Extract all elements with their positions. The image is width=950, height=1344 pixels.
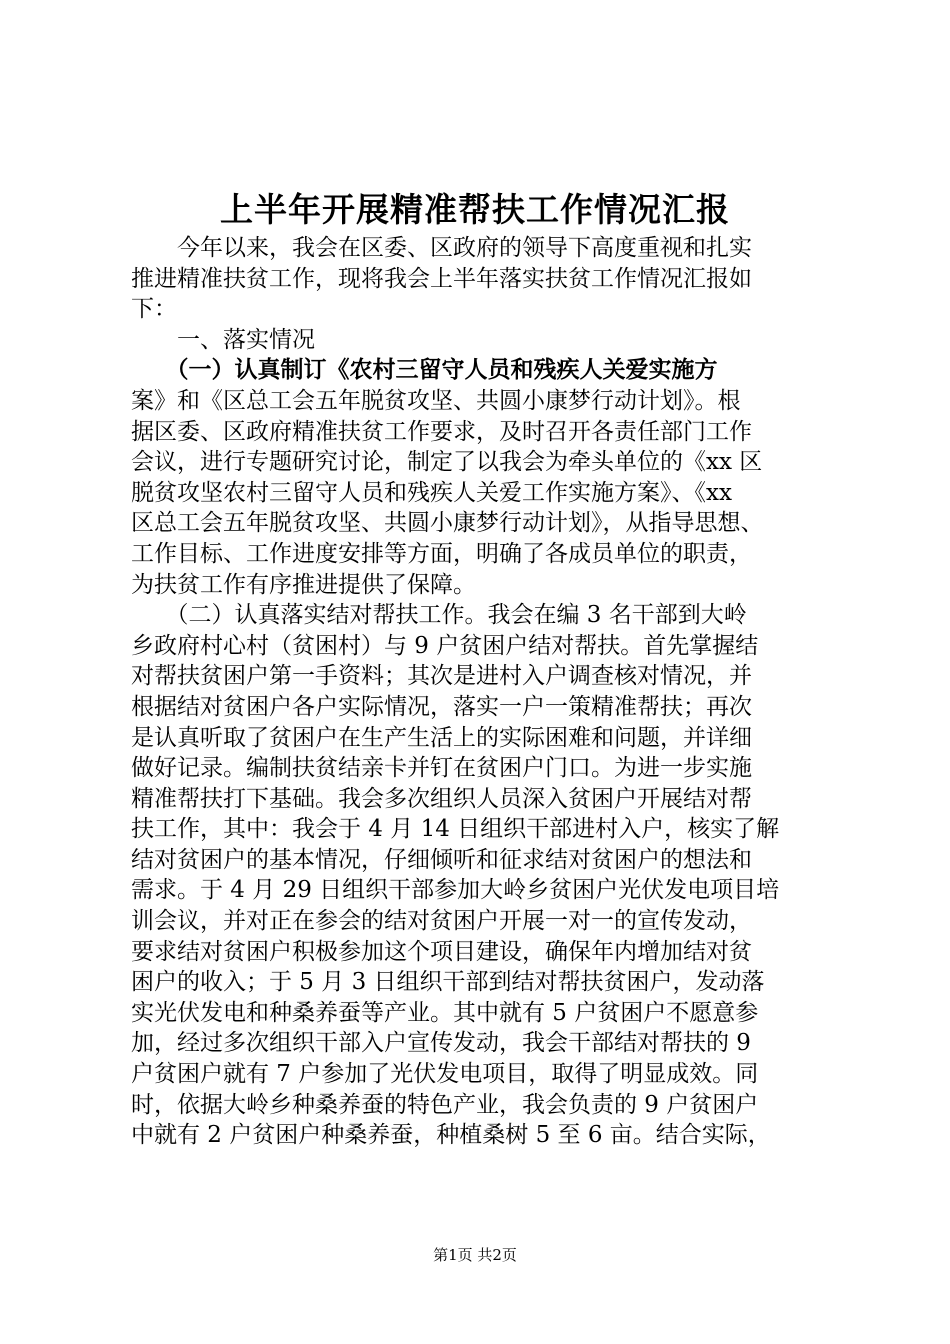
body-line: 案》和《区总工会五年脱贫攻坚、共圆小康梦行动计划》。根 <box>131 387 741 414</box>
body-line: 乡政府村心村（贫困村）与 9 户贫困户结对帮扶。首先掌握结 <box>131 632 759 659</box>
body-line: 会议，进行专题研究讨论，制定了以我会为牵头单位的《xx 区 <box>131 449 763 476</box>
body-line: 实光伏发电和种桑养蚕等产业。其中就有 5 户贫困户不愿意参 <box>131 999 759 1026</box>
body-line: 时，依据大岭乡种桑养蚕的特色产业，我会负责的 9 户贫困户 <box>131 1091 759 1118</box>
body-line: 区总工会五年脱贫攻坚、共圆小康梦行动计划》，从指导思想、 <box>131 510 764 537</box>
body-line: 中就有 2 户贫困户种桑养蚕，种植桑树 5 至 6 亩。结合实际， <box>131 1122 771 1149</box>
body-line: 根据结对贫困户各户实际情况，落实一户一策精准帮扶；再次 <box>131 693 752 720</box>
body-line: 户贫困户就有 7 户参加了光伏发电项目，取得了明显成效。同 <box>131 1061 759 1088</box>
body-line: 扶工作，其中：我会于 4 月 14 日组织干部进村入户，核实了解 <box>131 816 780 843</box>
body-line: 据区委、区政府精准扶贫工作要求，及时召开各责任部门工作 <box>131 418 752 445</box>
body-line: 困户的收入；于 5 月 3 日组织干部到结对帮扶贫困户，发动落 <box>131 969 765 996</box>
body-line: 要求结对贫困户积极参加这个项目建设，确保年内增加结对贫 <box>131 938 752 965</box>
page-number-footer: 第1页 共2页 <box>433 1246 517 1264</box>
body-line: 结对贫困户的基本情况，仔细倾听和征求结对贫困户的想法和 <box>131 846 752 873</box>
section-heading: 一、落实情况 <box>131 326 315 353</box>
body-line: 需求。于 4 月 29 日组织干部参加大岭乡贫困户光伏发电项目培 <box>131 877 780 904</box>
body-line: 训会议，并对正在参会的结对贫困户开展一对一的宣传发动， <box>131 908 752 935</box>
body-line: 工作目标、工作进度安排等方面，明确了各成员单位的职责， <box>131 540 752 567</box>
subsection-line: （二）认真落实结对帮扶工作。我会在编 3 名干部到大岭 <box>131 602 747 629</box>
body-line: 做好记录。编制扶贫结亲卡并钉在贫困户门口。为进一步实施 <box>131 755 752 782</box>
body-line: 推进精准扶贫工作，现将我会上半年落实扶贫工作情况汇报如 <box>131 265 752 292</box>
body-line: 是认真听取了贫困户在生产生活上的实际困难和问题，并详细 <box>131 724 752 751</box>
body-line: 下： <box>131 296 177 323</box>
body-line: 对帮扶贫困户第一手资料；其次是进村入户调查核对情况，并 <box>131 663 752 690</box>
document-body <box>131 233 831 1151</box>
document-title: 上半年开展精准帮扶工作情况汇报 <box>220 190 730 229</box>
body-line: 今年以来，我会在区委、区政府的领导下高度重视和扎实 <box>131 235 752 261</box>
body-line: 为扶贫工作有序推进提供了保障。 <box>131 571 476 598</box>
subsection-heading: （一）认真制订《农村三留守人员和残疾人关爱实施方 <box>131 356 718 384</box>
body-line: 脱贫攻坚农村三留守人员和残疾人关爱工作实施方案》、《xx <box>131 479 732 506</box>
body-line: 加，经过多次组织干部入户宣传发动，我会干部结对帮扶的 9 <box>131 1030 751 1057</box>
body-line: 精准帮扶打下基础。我会多次组织人员深入贫困户开展结对帮 <box>131 785 752 812</box>
